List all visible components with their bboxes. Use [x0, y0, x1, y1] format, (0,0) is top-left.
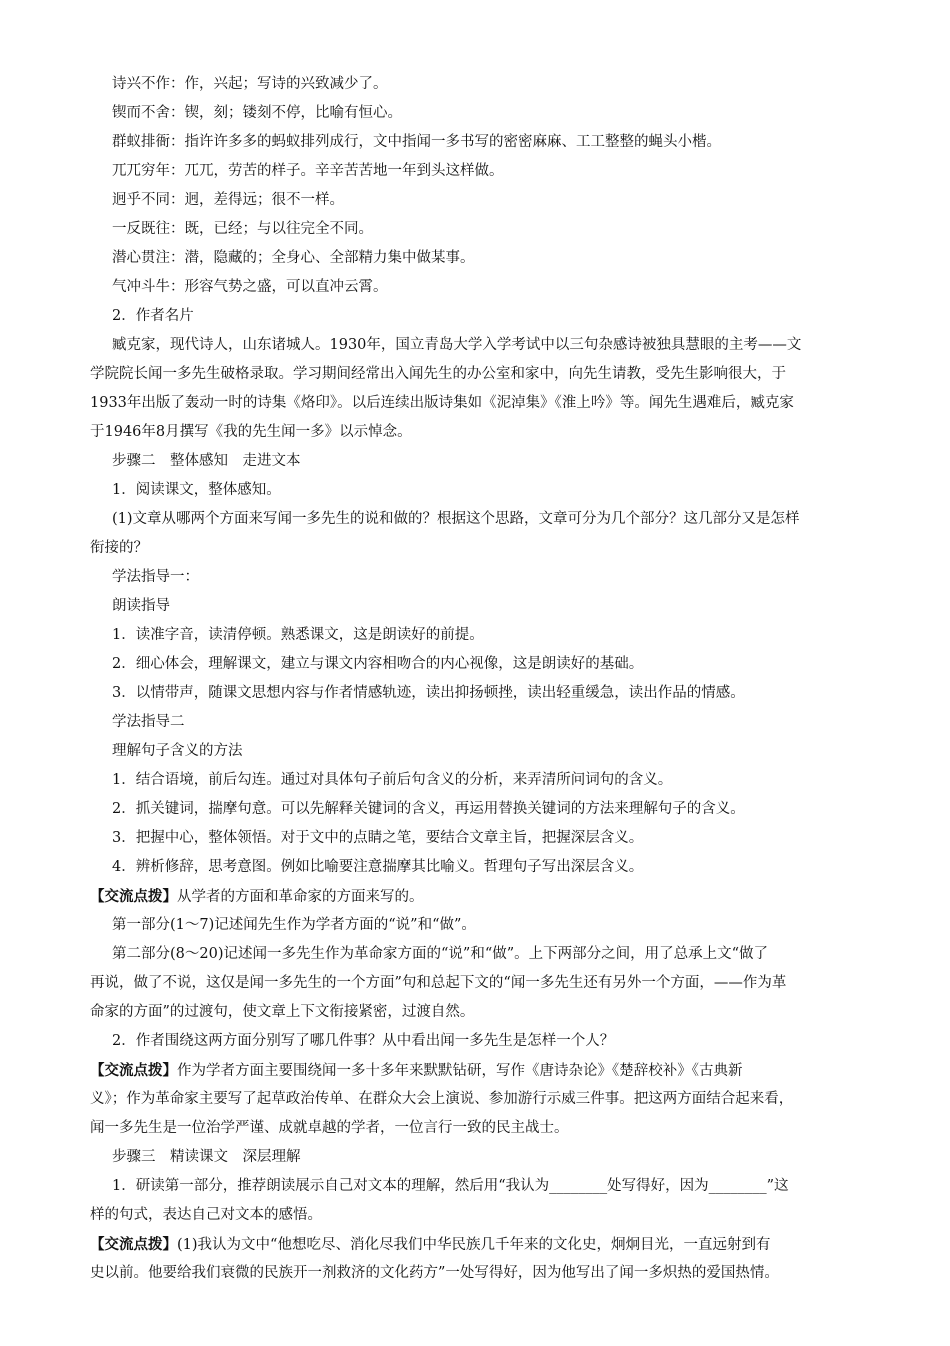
text-line: 朗读指导	[112, 598, 170, 614]
text-line: 迥乎不同：迥，差得远；很不一样。	[112, 192, 344, 208]
text-line: 一反既往：既，已经；与以往完全不同。	[112, 221, 373, 237]
text-line: 闻一多先生是一位治学严谨、成就卓越的学者，一位言行一致的民主战士。	[90, 1120, 569, 1136]
text-line	[90, 1056, 895, 1086]
text-line: 3．把握中心，整体领悟。对于文中的点睛之笔，要结合文章主旨，把握深层含义。	[112, 830, 644, 846]
text-line: 史以前。他要给我们衰微的民族开一剂救济的文化药方”一处写得好，因为他写出了闻一多炽热的爱国热情。	[90, 1265, 779, 1281]
text-line: 1．读准字音，读清停顿。熟悉课文，这是朗读好的前提。	[112, 627, 484, 643]
text-line: 锲而不舍：锲，刻；镂刻不停，比喻有恒心。	[112, 105, 402, 121]
text-span: 从学者的方面和革命家的方面来写的。	[177, 889, 424, 905]
text-line: 再说，做了不说，这仅是闻一多先生的一个方面”句和总起下文的“闻一多先生还有另外一个方面，——作为革	[90, 975, 787, 991]
text-line: 学法指导二	[112, 714, 185, 730]
text-line: 第二部分(8～20)记述闻一多先生作为革命家方面的“说”和“做”。上下两部分之间，用了总承上文“做了	[112, 946, 769, 962]
step-heading: 步骤二 整体感知 走进文本	[112, 453, 301, 469]
text-line: 2．抓关键词，揣摩句意。可以先解释关键词的含义，再运用替换关键词的方法来理解句子的含义。	[112, 801, 745, 817]
text-line: 臧克家，现代诗人，山东诸城人。1930年，国立青岛大学入学考试中以三句杂感诗被独具慧眼的主考——文	[112, 337, 802, 353]
text-line: 4．辨析修辞，思考意图。例如比喻要注意揣摩其比喻义。哲理句子写出深层含义。	[112, 859, 644, 875]
text-line: 1933年出版了轰动一时的诗集《烙印》。以后连续出版诗集如《泥淖集》《淮上吟》等。闻先生遇难后，臧克家	[90, 395, 794, 411]
text-line: 于1946年8月撰写《我的先生闻一多》以示悼念。	[90, 424, 412, 440]
text-line: 兀兀穷年：兀兀，劳苦的样子。辛辛苦苦地一年到头这样做。	[112, 163, 504, 179]
text-line	[90, 882, 895, 912]
text-line: 1．研读第一部分，推荐朗读展示自己对文本的理解，然后用“我认为________处写得好，因为________”这	[112, 1178, 789, 1194]
text-line: 义》；作为革命家主要写了起草政治传单、在群众大会上演说、参加游行示威三件事。把这两方面结合起来看，	[90, 1091, 794, 1107]
step-heading: 步骤三 精读课文 深层理解	[112, 1149, 301, 1165]
text-line: 1．结合语境，前后勾连。通过对具体句子前后句含义的分析，来弄清所问词句的含义。	[112, 772, 673, 788]
text-line: 3．以情带声，随课文思想内容与作者情感轨迹，读出抑扬顿挫，读出轻重缓急，读出作品的情感。	[112, 685, 745, 701]
section-heading: 2．作者名片	[112, 308, 194, 324]
text-line: 群蚁排衙：指许许多多的蚂蚁排列成行，文中指闻一多书写的密密麻麻、工工整整的蝇头小楷。	[112, 134, 721, 150]
text-line: 理解句子含义的方法	[112, 743, 243, 759]
text-line: (1)文章从哪两个方面来写闻一多先生的说和做的？根据这个思路，文章可分为几个部分？这几部分又是怎样	[112, 511, 800, 527]
text-span: 作为学者方面主要围绕闻一多十多年来默默钻研，写作《唐诗杂论》《楚辞校补》《古典新	[177, 1063, 743, 1079]
text-line: 衔接的？	[90, 540, 148, 556]
text-line: 1．阅读课文，整体感知。	[112, 482, 281, 498]
text-line: 学法指导一：	[112, 569, 199, 585]
text-line: 样的句式，表达自己对文本的感悟。	[90, 1207, 322, 1223]
exchange-label: 【交流点拨】	[90, 1062, 177, 1079]
text-line: 2．细心体会，理解课文，建立与课文内容相吻合的内心视像，这是朗读好的基础。	[112, 656, 644, 672]
text-line: 气冲斗牛：形容气势之盛，可以直冲云霄。	[112, 279, 388, 295]
text-line: 诗兴不作：作，兴起；写诗的兴致减少了。	[112, 76, 388, 92]
text-line: 学院院长闻一多先生破格录取。学习期间经常出入闻先生的办公室和家中，向先生请教，受先生影响很大，于	[90, 366, 786, 382]
text-line: 2．作者围绕这两方面分别写了哪几件事？从中看出闻一多先生是怎样一个人？	[112, 1033, 615, 1049]
text-line: 潜心贯注：潜，隐藏的；全身心、全部精力集中做某事。	[112, 250, 475, 266]
text-line: 第一部分(1～7)记述闻先生作为学者方面的“说”和“做”。	[112, 917, 476, 933]
exchange-label: 【交流点拨】	[90, 1236, 177, 1253]
text-span: (1)我认为文中“他想吃尽、消化尽我们中华民族几千年来的文化史，炯炯目光，一直远射到有	[177, 1237, 771, 1253]
text-line: 命家的方面”的过渡句，使文章上下文衔接紧密，过渡自然。	[90, 1004, 475, 1020]
text-line	[90, 1230, 895, 1260]
exchange-label: 【交流点拨】	[90, 888, 177, 905]
